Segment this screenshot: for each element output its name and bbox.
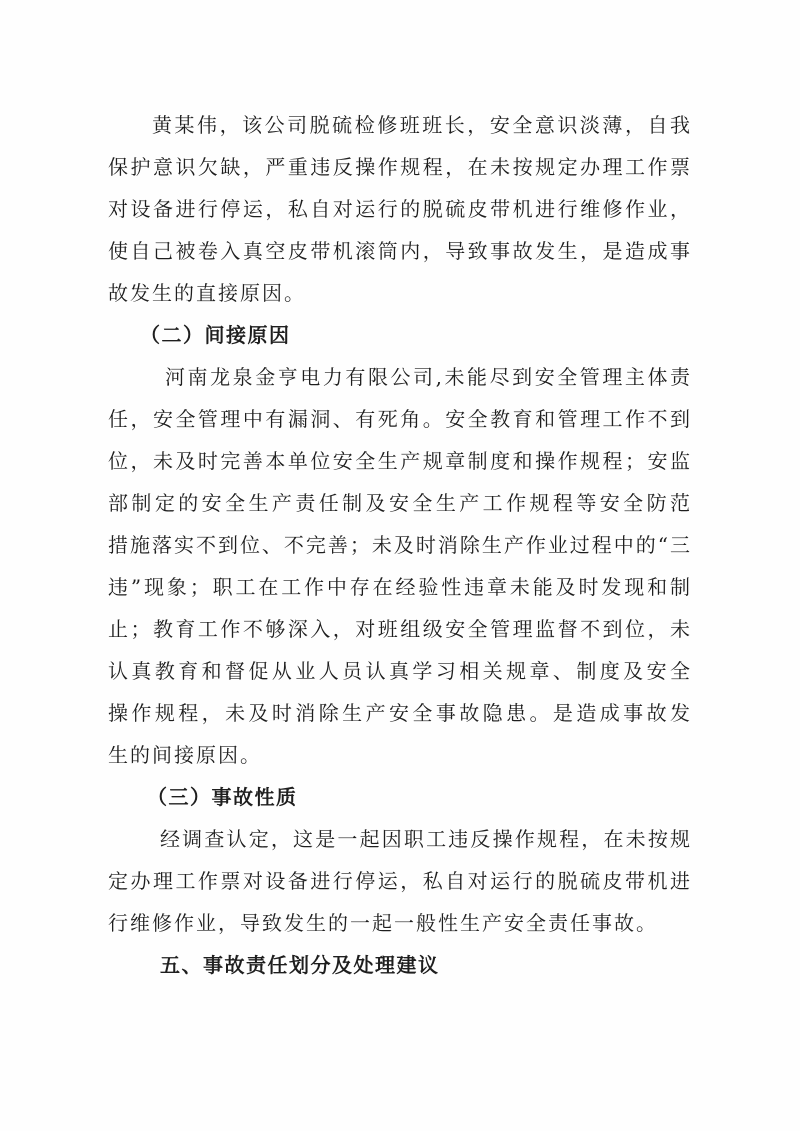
paragraph-direct-cause: [108, 104, 690, 314]
text-line: 定办理工作票对设备进行停运，私自对运行的脱硫皮带机进: [108, 869, 690, 893]
section-heading-responsibility: 五、事故责任划分及处理建议: [160, 953, 440, 977]
text-line: 部制定的安全生产责任制及安全生产工作规程等安全防范: [108, 491, 690, 515]
text-line: 生的间接原因。: [108, 743, 262, 767]
text-line: 黄某伟，该公司脱硫检修班班长，安全意识淡薄，自我: [152, 113, 690, 137]
text-line: 认真教育和督促从业人员认真学习相关规章、制度及安全: [108, 659, 690, 683]
text-line: 位，未及时完善本单位安全生产规章制度和操作规程；安监: [108, 449, 690, 473]
text-line: 使自己被卷入真空皮带机滚筒内，导致事故发生，是造成事: [108, 239, 690, 263]
text-line: 措施落实不到位、不完善；未及时消除生产作业过程中的“三: [108, 533, 690, 557]
text-line: 止；教育工作不够深入，对班组级安全管理监督不到位，未: [108, 617, 690, 641]
paragraph-indirect-cause: [108, 356, 690, 776]
text-line: 对设备进行停运，私自对运行的脱硫皮带机进行维修作业，: [108, 197, 690, 221]
text-line: 保护意识欠缺，严重违反操作规程，在未按规定办理工作票: [108, 155, 690, 179]
paragraph-accident-nature: [108, 818, 690, 944]
text-line: 故发生的直接原因。: [108, 281, 306, 305]
text-line: 河南龙泉金亨电力有限公司,未能尽到安全管理主体责: [165, 365, 690, 389]
text-line: 经调查认定，这是一起因职工违反操作规程，在未按规: [160, 827, 690, 851]
document-body: [108, 104, 690, 986]
text-line: 任，安全管理中有漏洞、有死角。安全教育和管理工作不到: [108, 407, 690, 431]
text-line: 操作规程，未及时消除生产安全事故隐患。是造成事故发: [108, 701, 690, 725]
section-heading-indirect-cause: （二）间接原因: [140, 323, 291, 347]
text-line: 行维修作业，导致发生的一起一般性生产安全责任事故。: [108, 911, 658, 935]
section-heading-accident-nature: （三）事故性质: [147, 785, 298, 809]
text-line: 违”现象；职工在工作中存在经验性违章未能及时发现和制: [108, 575, 690, 599]
